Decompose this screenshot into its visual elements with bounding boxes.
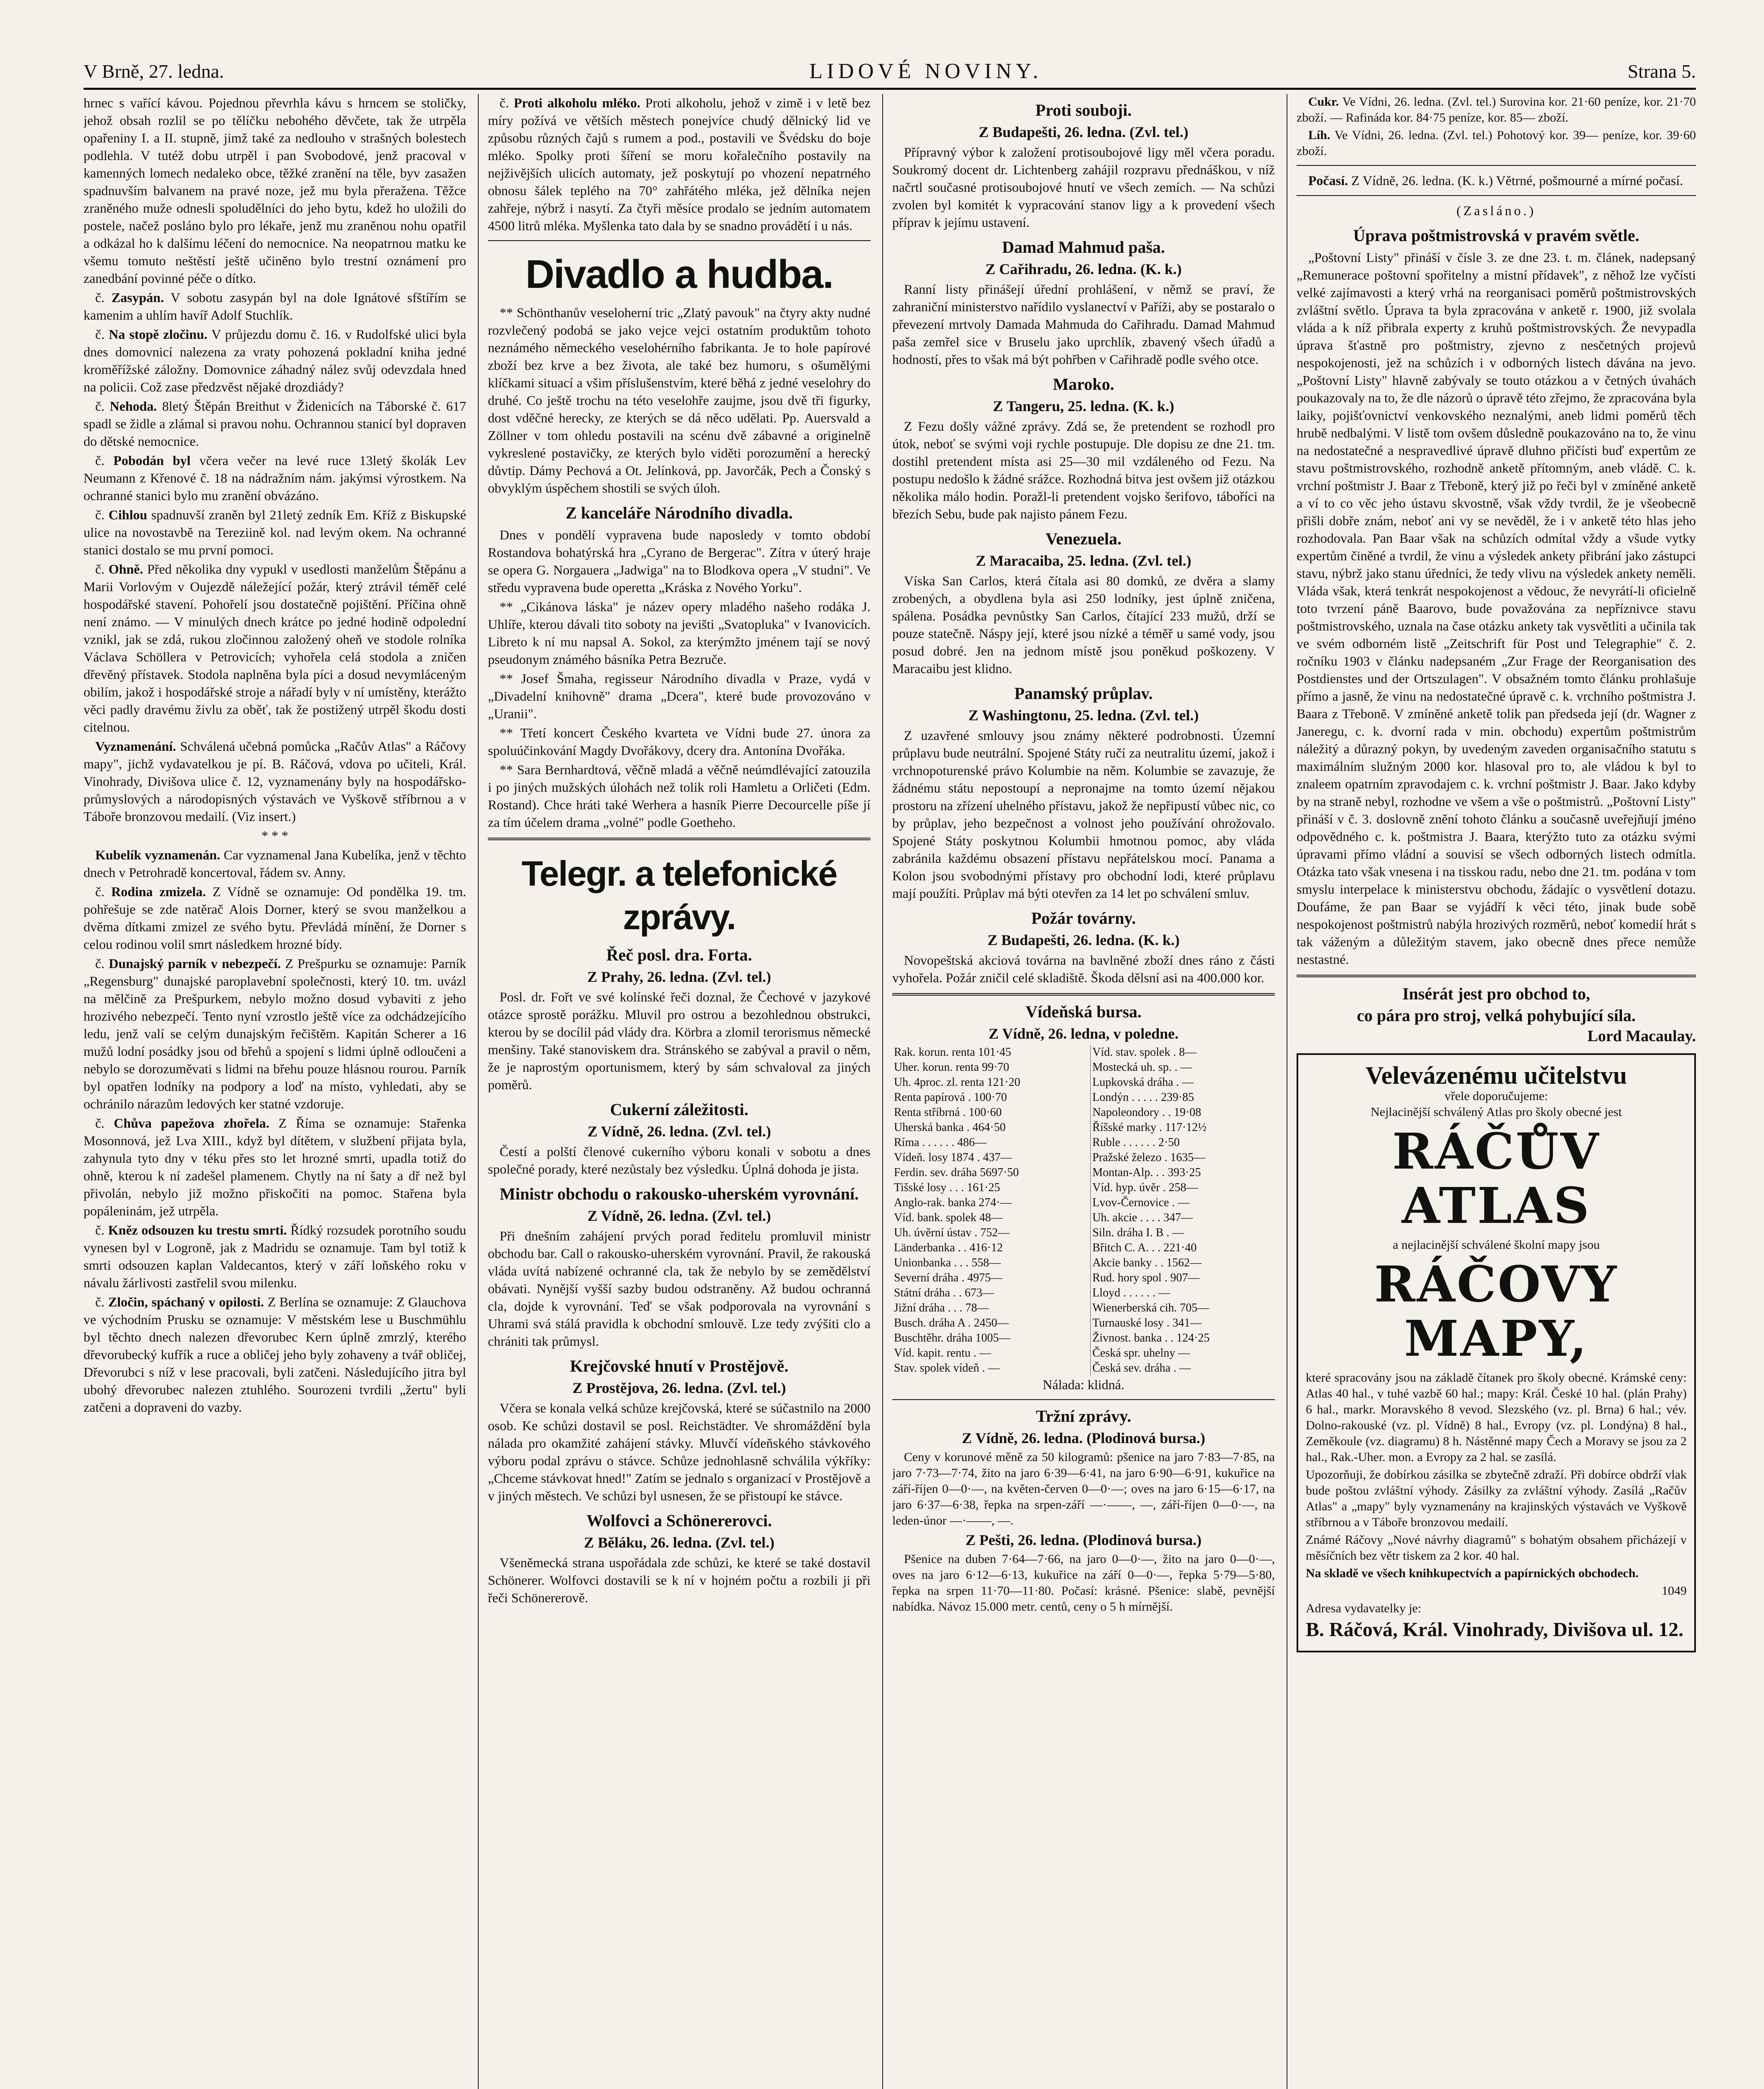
article-text: ** Josef Šmaha, regisseur Národního divadla v Praze, vydá v „Divadelní knihovně" drama „Dcera", které bude provozováno v „Uranii". — [488, 671, 871, 721]
ad-address-label: Adresa vydavatelky je: — [1306, 1601, 1421, 1615]
item-text: Řídký rozsudek porotního soudu vynesen byl v Logroně, jak z Madridu se oznamuje. Tam byl totiž k smrti odsouzen kaplan Valdecantos, který v září loňského roku v návalu žárlivosti zastřelil svou milenku. — [84, 1222, 466, 1290]
dateline: Z Maracaiba, 25. ledna. (Zvl. tel.) — [976, 552, 1191, 569]
table-cell: Rud. hory spol . 907— — [1091, 1271, 1275, 1286]
article-text: ** Sara Bernhardtová, věčně mladá a věčně neúmdlévající zatouzila i po jiných mužských úlohách než tolik roli Hamletu a Orličeti (Edm. Rostand). Chce hráti také Werhera a hasník Pierre Decourcelle píše jí za tím účelem drama „volné" podle Goetheho. — [488, 762, 871, 830]
news-item — [1297, 172, 1696, 189]
table-cell: Státní dráha . . 673— — [894, 1286, 994, 1299]
table-cell: Turnauské losy . 341— — [1091, 1316, 1275, 1331]
table-cell: Uh. 4proc. zl. renta 121·20 — [894, 1076, 1020, 1089]
ad-text: které spracovány jsou na základě čítanek pro školy obecné. Krámské ceny: Atlas 40 hal., v tuhé vazbě 60 hal.; mapy: Král. České 10 hal. (plán Prahy) 6 hal., markr. Moravského 8 vevod. Slezského (vz. pl. Brna) 6 hal.; vév. Dolno-rakouské (vz. pl. Vídně) 8 hal., Evropy (vz. pl. Londýna) 8 hal., Zeměkoule (vz. diagramu) 8 h. Nástěnné mapy Čech a Moravy se jsou za 2 hal., Rak.-Uher. mon. a Evropy za 2 hal. se zasílá. — [1306, 1371, 1687, 1464]
ad-number: 1049 — [1662, 1584, 1687, 1598]
item-text: V průjezdu domu č. 16. v Rudolfské ulici byla dnes domovnicí nalezena za vraty pohozená pokladní kniha jedné kroměřížské záložny. Domovnice záhadný nález svůj odevzdala hned na policii. Což zase předzvěst nějaké drozdiády? — [84, 327, 466, 394]
article-heading: Wolfovci a Schönererovci. — [586, 1511, 772, 1530]
item-title: Kněz odsouzen ku trestu smrti. — [108, 1222, 287, 1238]
table-cell: Lvov-Černovice . — — [1091, 1195, 1275, 1210]
item-title: Zločin, spáchaný v opilosti. — [108, 1294, 264, 1309]
item-text: Schválená učebná pomůcka „Račův Atlas" a Ráčovy mapy", jichž vydavatelkou je pí. B. Ráčová, vdova po učiteli, Král. Vinohrady, Divišova ulice č. 12, vyznamenány byly na hospodářsko-průmyslových a národopisných výstavách ve Vyškově stříbrnou a v Táboře bronzovou medailí. (Viz insert.) — [84, 739, 466, 824]
divider — [892, 993, 1275, 996]
article-heading: Z kanceláře Národního divadla. — [566, 503, 793, 522]
divider — [488, 240, 871, 241]
ad-note: Upozorňuji, že dobírkou zásilka se zbytečně zdraží. Při dobírce obdrží vlak bude poštou zvláštní výhody. Zásilky za zvláštní výhody. Zasílá „Račův Atlas" a „mapy" byly vyznamenány na krajinských výstavách ve Vyškově stříbrnou a v Táboře bronzovou medailí. — [1306, 1468, 1687, 1529]
news-item — [84, 737, 466, 825]
article-heading: Řeč posl. dra. Forta. — [606, 945, 752, 964]
table-cell: Ferdin. sev. dráha 5697·50 — [894, 1166, 1019, 1179]
table-row — [892, 1165, 1275, 1180]
table-cell: Břitch C. A. . . 221·40 — [1091, 1240, 1275, 1255]
motto-line: co pára pro stroj, velká pohybující síla. — [1357, 1006, 1636, 1025]
news-item: č. Zločin, spáchaný v opilosti. Z Berlína se oznamuje: Z Glauchova ve východním Prusku se oznamuje: V městském lese u Buschmühlu byl těchto dnech nalezen dřevorubec Kern úplně zmrzlý, kterého dřevorubecký kufřík a ruce a obličej jeho byly zohaveny a tvář obličej, Dřevorubci s níž v lese pracovali, byli zatčeni. Následujícího jitra byl ubohý dřevorubec nalezen ztuhlého. Sourozeni tvrdili „žertu" byli zatčeni a dopraveni do vazby. — [84, 1294, 466, 1415]
news-item: č. Cihlou spadnuvší zraněn byl 21letý zedník Em. Kříž z Biskupské ulice na novostavbě na Tereziině kol. nad levým okem. Na ochranné stanici dostalo se mu první pomoci. — [84, 507, 466, 557]
item-title: Rodina zmizela. — [111, 884, 206, 899]
table-cell: Ruble . . . . . . 2·50 — [1091, 1135, 1275, 1150]
article-text: Přípravný výbor k založení protisoubojové ligy měl včera poradu. Soukromý docent dr. Lichtenberg zahájil rozpravu přednáškou, v níž načrtl současné protisoubojové hnutí ve všech zemích. — Na schůzi zvolen byl komitét k vypracování stanov ligy a k provedení všech příprav k jejímu ustavení. — [892, 145, 1275, 230]
news-item: č. Pobodán byl včera večer na levé ruce 13letý školák Lev Neumann z Křenové č. 18 na nádražním nám. jakýmsi výrostkem. Na ochranné stanici bylo mu zranění obvázáno. — [84, 453, 466, 503]
column-1 — [84, 94, 466, 2089]
table-cell: Busch. dráha A . 2450— — [894, 1316, 1009, 1329]
item-title: Zasypán. — [111, 290, 164, 305]
table-cell: Jižní dráha . . . 78— — [894, 1301, 989, 1314]
table-row — [892, 1180, 1275, 1195]
table-row — [892, 1331, 1275, 1346]
table-row — [892, 1060, 1275, 1075]
table-cell: Pražské železo . 1635— — [1091, 1150, 1275, 1165]
motto-line: Insérát jest pro obchod to, — [1402, 984, 1590, 1003]
market-mood: Nálada: klidná. — [1043, 1377, 1124, 1392]
table-cell: Londýn . . . . . 239·85 — [1091, 1090, 1275, 1105]
article-heading: Vídeňská bursa. — [1025, 1002, 1142, 1021]
dateline: Z Tangeru, 25. ledna. (K. k.) — [992, 398, 1175, 414]
table-row — [892, 1120, 1275, 1135]
article-continuation: hrnec s vařící kávou. Pojednou převrhla kávu s hrncem se stoličky, jehož obsah rozlil se po tělíčku nebohého děvčete, tak že utrpěla opařeniny I. a II. stupně, jimž také za nedlouho v strašných bolestech podlehla. V tutéž dobu utrpěl i pan Svobodové, jenž pracoval v kamenných lomech nedaleko obce, těžké zranění na těle, byv zasažen spadnuvším balvanem na pravé noze, jež mu byla přeražena. Těžce zraněného muže odnesli spoludělníci do jeho bytu, kdež ho uložili do postele, načež posláno bylo pro lékaře, jenž mu zraněnou nohu opatřil a odkázal ho k dalšímu léčení do nemocnice. Na neopatrnou matku ke všemu tomuto neštěstí ještě učiněno bylo trestní oznámení pro zanedbání povinné péče o dítko. — [84, 95, 466, 286]
table-row — [892, 1286, 1275, 1301]
item-text: Ve Vídni, 26. ledna. (Zvl. tel.) Surovina kor. 21·60 peníze, kor. 21·70 zboží. — Rafináda kor. 84·75 peníze, kor. 85— zboží. — [1297, 95, 1696, 125]
news-item: č. Rodina zmizela. Z Vídně se oznamuje: Od pondělka 19. tm. pohřešuje se zde natěrač Alois Dorner, který se svou manželkou a dvěma dítkami zmizel ze svého bytu. Převládá mínění, že Dorner s celou rodinou volil smrt následkem hrozné bídy. — [84, 884, 466, 952]
dateline: Z Prahy, 26. ledna. (Zvl. tel.) — [587, 968, 771, 985]
dateline: Z Vídně, 26. ledna. (Plodinová bursa.) — [962, 1430, 1206, 1446]
article-heading: Krejčovské hnutí v Prostějově. — [570, 1357, 789, 1375]
dateline: Z Budapešti, 26. ledna. (Zvl. tel.) — [978, 124, 1189, 140]
ad-line: a nejlacinější schválené školní mapy jsou — [1393, 1238, 1600, 1252]
item-title: Cukr. — [1308, 95, 1339, 109]
table-cell: Vídeň. losy 1874 . 437— — [894, 1151, 1013, 1164]
news-item — [1297, 127, 1696, 159]
table-cell: Severní dráha . 4975— — [894, 1271, 1003, 1284]
section-heading-telegrams: Telegr. a telefonické zprávy. — [521, 854, 837, 937]
table-row — [892, 1240, 1275, 1255]
item-title: Počasí. — [1308, 173, 1348, 188]
table-cell: Víd. kapit. rentu . — — [894, 1347, 991, 1360]
news-item: č. Zasypán. V sobotu zasypán byl na dole Ignátové sfštířím se kamenim a uhlím havíř Adolf Stuchlík. — [84, 290, 466, 323]
news-item — [84, 846, 466, 881]
table-row — [892, 1210, 1275, 1225]
table-cell: Mostecká uh. sp. . — — [1091, 1060, 1275, 1075]
section-heading-theatre: Divadlo a hudba. — [525, 252, 833, 297]
page-header — [84, 54, 1696, 90]
ad-subheading: vřele doporučujeme: — [1444, 1089, 1548, 1103]
item-text: včera večer na levé ruce 13letý školák Lev Neumann z Křenové č. 18 na nádražním nám. jakýmsi výrostkem. Na ochranné stanici bylo mu zranění obvázáno. — [84, 453, 466, 503]
item-text: Z Vídně se oznamuje: Od pondělka 19. tm. pohřešuje se zde natěrač Alois Dorner, který se svou manželkou a dvěma dítkami zmizel ze svého bytu. Převládá mínění, že Dorner s celou rodinou volil smrt následkem hrozné bídy. — [84, 884, 466, 952]
news-item: č. Proti alkoholu mléko. Proti alkoholu, jehož v zimě i v letě bez míry požívá ve větších městech ponejvíce chudý dělnický lid ve způsobu různých čajů s rumem a pod., postavili ve Švédsku do boje mléko. Spolky proti šíření se moru kořalečního postavily na nejživějších ulicích automaty, jež poskytují po vhození nepatrného obnosu šálek teplého na 70° zahřátého mléka, jež dělníka nejen zahřeje, nýbrž i nasytí. Za čtyři měsíce prodalo se jedním automatem 4500 litrů mléka. Myšlenka tato dala by se snadno provádětí i u nás. — [488, 95, 871, 233]
divider — [1297, 165, 1696, 166]
ad-title-maps: RÁČOVY MAPY, — [1374, 1255, 1619, 1367]
motto-author: Lord Macaulay. — [1587, 1027, 1696, 1045]
table-cell: Víd. hyp. úvěr . 258— — [1091, 1180, 1275, 1195]
item-text: 8letý Štěpán Breithut v Židenicích na Táborské č. 617 spadl se židle a zlámal si pravou nohu. Ochrannou stanicí byl dopraven do dětské nemocnice. — [84, 399, 466, 449]
advertisement — [1297, 1053, 1696, 1652]
item-title: Na stopě zločinu. — [109, 327, 208, 342]
table-row — [892, 1316, 1275, 1331]
table-cell: Länderbanka . . 416·12 — [894, 1241, 1003, 1254]
columns — [84, 94, 1696, 2089]
ad-stock: Na skladě ve všech knihkupectvích a papírnických obchodech. — [1306, 1566, 1639, 1580]
table-cell: Akcie banky . . 1562— — [1091, 1255, 1275, 1271]
table-cell: Stav. spolek vídeň . — — [894, 1362, 1000, 1375]
ad-line: Nejlacinější schválený Atlas pro školy obecné jest — [1371, 1105, 1622, 1119]
article-text: ** Třetí koncert Českého kvarteta ve Vídni bude 27. února za spoluúčinkování Magdy Dvořákovy, dcery dra. Antonína Dvořáka. — [488, 725, 871, 758]
table-row — [892, 1301, 1275, 1316]
table-cell: Lupkovská dráha . — — [1091, 1075, 1275, 1090]
news-item: č. Dunajský parník v nebezpečí. Z Prešpurku se oznamuje: Parník „Regensburg" dunajské paroplavební společnosti, který 10. tm. uvázl na mělčině za Prešpurkem, nebylo možno dosud vybaviti z jeho hrozivého nebezpečí. Tento nyní vzrostlo ještě více za odchádzejícího ledu, jenž valí se celým dunajským řečištěm. Kapitán Scherer a 16 mužů lodní posádky jsou od břehů a spojení s lidmi úplně odloučeni a nebylo se dorozuměvati s lidmi na břehu pouze hlásnou rourou. Parník byl opatřen lodníky na podpory a loď na místo, vyhledati, aby se ochránilo nárazům ledových ker statné vzdoruje. — [84, 956, 466, 1111]
newspaper-page — [84, 54, 1696, 2089]
item-title: Nehoda. — [109, 399, 157, 414]
item-title: Vyznamenání. — [95, 739, 176, 754]
table-cell: Ríma . . . . . . 486— — [894, 1136, 987, 1149]
table-cell: Lloyd . . . . . . — — [1091, 1286, 1275, 1301]
table-cell: Montan-Alp. . . 393·25 — [1091, 1165, 1275, 1180]
table-cell: Renta papírová . 100·70 — [894, 1091, 1007, 1104]
item-text: Ve Vídni, 26. ledna. (Zvl. tel.) Pohotový kor. 39— peníze, kor. 39·60 zboží. — [1297, 128, 1696, 158]
table-cell: Víd. stav. spolek . 8— — [1091, 1045, 1275, 1060]
article-heading: Proti souboji. — [1035, 101, 1132, 119]
article-heading: Tržní zprávy. — [1036, 1407, 1132, 1426]
item-text: Car vyznamenal Jana Kubelíka, jenž v těchto dnech v Petrohradě koncertoval, řádem sv. Anny. — [84, 847, 466, 880]
header-date: V Brně, 27. ledna. — [84, 60, 224, 82]
article-text: Pšenice na duben 7·64—7·66, na jaro 0—0·—, žito na jaro 0—0·—, oves na jaro 6·12—6·13, kukuřice na září 0—0·—, řepka 5·79—5·80, řepka na srpen 11·70—11·80. Počasí: krásné. Pšenice: slabě, pevnější nabídka. Návoz 15.000 metr. centů, ceny o 5 h mírnější. — [892, 1552, 1275, 1614]
item-text: spadnuvší zraněn byl 21letý zedník Em. Kříž z Biskupské ulice na novostavbě na Tereziině kol. nad levým okem. Na ochranné stanici dostalo se mu první pomoci. — [84, 507, 466, 557]
news-item: č. Ohně. Před několika dny vypukl v usedlosti manželům Štěpánu a Marii Vorlovým v Oujezdě náležející požár, který ztrávil téměř celé hospodářské stavení. Pohořelí jsou dostatečně pojištění. Příčina ohně není známo. — V minulých dnech krátce po jedné hodině odpolední vznikl, jak se zdá, rukou zločinnou založený oheň ve stodole rolníka Václava Schöllera v Petrovicích; vyhořela celá stodola a zničen dřevěný přístavek. Stodola naplněna byla píci a dosud nevymláceným obilím, jakož i hospodářské stroje a nářadí byly v ní umístěny, kterážto věci padly dravému živlu za oběť, tak že postižený utrpěl škodu dosti citelnou. — [84, 562, 466, 734]
dateline: Z Cařihradu, 26. ledna. (K. k.) — [985, 261, 1182, 277]
article-text: Novopeštská akciová továrna na bavlněné zboží dnes ráno z části vyhořela. Požár zničil celé skladiště. Škoda dělsní asi na 400.000 kor. — [892, 953, 1275, 985]
article-text: Včera se konala velká schůze krejčovská, které se súčastnilo na 2000 osob. Ke schůzi dostavil se posl. Reichstädter. Ve shromáždění byla nálada pro okamžité zahájení stávky. Mluvčí vídeňského stávkového výboru podal zprávu o stávce. Schůze jednohlasně schválila výkříky: „Chceme stávkovat hned!" Zatím se jednalo s organizací v Prostějově a v jiných městech. Ve schůzi byl usnesen, že se přistoupí ke stávce. — [488, 1400, 871, 1503]
article-text: Víska San Carlos, která čítala asi 80 domků, ze dvěra a slamy zrobených, a obydlena byla asi 250 lodníky, jest úplně zničena, spálena. Posádka pevnůstky San Carlos, čítající 233 mužů, drží se pouze statečně. Náspy její, které jsou nízké a téměř u samé vody, jsou posud dobré. Jen na jednom místě jsou poněkud poškozeny. V Maracaibu jest klidno. — [892, 573, 1275, 676]
table-row — [892, 1135, 1275, 1150]
article-text: „Poštovní Listy" přináší v čísle 3. ze dne 23. t. m. článek, nadepsaný „Remunerace poštovní spořitelny a mistní přídavek", z něhož lze vyčísti velké zajímavosti a který vrhá na reorganisaci poměrů poštmistrovských zvláštní světlo. Úprava ta byla zpracována v anketě r. 1900, již svolala vláda a k níž přibrala experty z kruhů poštmistrovských. Že nevypadla úprava šťastně pro poštmistry, zjevno z nesčetných projevů nespokojenosti, jež na schůzích i v odborných listech dávána na jevo. „Poštovní Listy" hlavně zabývaly se touto otázkou a v četných úvahách poukazovaly na to, že dle názorů o úpravě této zřejmo, že zpracována byla laiky, pojišťovnictví venkovského neznalými, aneb lidmi poměrů těch hrubě nedbalými. V listě tom ovšem důsledně poukazováno na to, že vinu na nedostatečné a nespravedlivé úpravě dluhno přičísti buď expertům ze stavu poštmistrovského, rozhodně anketě přítomným, aneb vládě. C. k. vrchní poštmistr J. Baar z Třeboně, který již po řeči byl v zmíněné anketě a ví to co věc jeho ústavu skvostně, však vždy tvrdil, že je všeobecně přišli dobře znám, neboť ani vy se nevěděl, že i v anketě této hlas jeho rozhodovala. Pan Baar však na schůzích odmítal vždy a všude vytky expertům činěné a tvrdil, že vinu a výsledek ankety přibrání jako zástupci stavu, nýbrž jako stanu úředníci, že tedy vlivu na výsledek ankety neměli. Vláda však, která tenkrát nespokojenost a vědouc, že nevyrátí-li oficielně toto tvrzení páně Baarovo, bude považována za nepříznivce stavu poštmistrovského, uznala na čase otázku ankety tak vysvětliti a učinila tak ve svém odborném listě „Zeitschrift für Post und Telegraphie" č. 2. ročníku 1903 v článku nadepsaném „Zur Frage der Reorganisation des Postdienstes und der Ortszulagen". V obsažném tomto článku prohlašuje přímo a jasně, že vinu na nedostatečné úpravě c. k. vrchního poštmistra J. Baara z Třeboně. V zmíněné anketě tolik pan předseda její (dr. Wagner z Janeregu, c. k. dvorní rada v min. obchodu) expertům poštmistrům náležitý a důrazný pokyn, by uvedeným zaveden organisačního statutu s maximálním služným 2000 kor. hlasoval pro to, ale vládou k byl to znaleem opatrním zpravodajem c. k. vrchní poštmistr J. Baar. Jako kdyby by na straně nebyl, rozhodne ve všem a vše o poštmistrů. „Poštovní Listy" přináší v č. 3. doslovně znění tohoto článku a současně uveřejňují jméno odpovědného c. k. poštmistra J. Baara, kterýžto tuto za otázku svými úpravami přímo vládní a souvisí se všech odborných listech odmítla. Otázka tato však vnesena i na tisskou radu, nebo dne 21. tm. podána v tom smyslu interpelace k ministerstvu obchodu, žádajíc o vysvětlení dotazu. Doufáme, že pan Baar se vyjádří k věci této, jinak bude sobě nespokojenost poštmistrů nabýla hrozivých rozměrů, neboť komedií hrát s tak váženým a důležitým stavem, jako obecně dnes přece nemůže nestastné. — [1297, 250, 1696, 967]
news-item: č. Na stopě zločinu. V průjezdu domu č. 16. v Rudolfské ulici byla dnes domovnicí nalezena za vraty pohozená pokladní kniha jedné kroměřížské záložny. Domovnice záhadný nález svůj odevzdala hned na policii. Což zase předzvěst nějaké drozdiády? — [84, 327, 466, 394]
news-item: č. Nehoda. 8letý Štěpán Breithut v Židenicích na Táborské č. 617 spadl se židle a zlámal si pravou nohu. Ochrannou stanicí byl dopraven do dětské nemocnice. — [84, 399, 466, 449]
table-cell: Živnost. banka . . 124·25 — [1091, 1331, 1275, 1346]
table-row — [892, 1045, 1275, 1060]
news-item: č. Kněz odsouzen ku trestu smrti. Řídký rozsudek porotního soudu vynesen byl v Logroně, jak z Madridu se oznamuje. Tam byl totiž k smrti odsouzen kaplan Valdecantos, který v září loňského roku v návalu žárlivosti zastřelil svou milenku. — [84, 1222, 466, 1290]
item-title: Cihlou — [108, 507, 147, 522]
table-row — [892, 1195, 1275, 1210]
table-cell: Uherská banka . 464·50 — [894, 1121, 1006, 1134]
table-row — [892, 1105, 1275, 1120]
ad-title-atlas: RÁČŮV ATLAS — [1392, 1122, 1600, 1235]
article-text: Ceny v korunové měně za 50 kilogramů: pšenice na jaro 7·83—7·85, na jaro 7·73—7·74, žito na jaro 6·39—6·41, na jaro 6·90—6·91, kukuřice na září-říjen 0—0·—, na květen-červen 0—0·—; oves na jaro 6·15—6·17, na jaro 6·37—6·38, řepka na srpen-září —·——, —, září-říjen 0—0·—, na leden-únor —·——, —. — [892, 1450, 1275, 1527]
masthead: LIDOVÉ NOVINY. — [809, 59, 1043, 83]
column-3 — [892, 94, 1275, 2089]
table-cell: Česká spr. uhelny — — [1091, 1346, 1275, 1361]
table-cell: Napoleondory . . 19·08 — [1091, 1105, 1275, 1120]
table-cell: Uher. korun. renta 99·70 — [894, 1061, 1010, 1074]
column-2 — [488, 94, 871, 2089]
table-cell: Tišské losy . . . 161·25 — [894, 1181, 1000, 1194]
ad-note: Známé Ráčovy „Nové návrhy diagramů" s bohatým obsahem přicházejí v měsíčních bez větr tiskem za 2 kor. 40 hal. — [1306, 1533, 1687, 1563]
table-row — [892, 1090, 1275, 1105]
dateline: Z Prostějova, 26. ledna. (Zvl. tel.) — [572, 1380, 786, 1396]
stock-table — [892, 1045, 1275, 1376]
divider — [1297, 195, 1696, 196]
item-text: Z Vídně, 26. ledna. (K. k.) Větrné, pošmourné a mírné počasí. — [1351, 173, 1683, 188]
article-text: Všeněmecká strana uspořádala zde schůzi, ke které se také dostavil Schönerer. Wolfovci dostavili se k ní v hojném počtu a rozbili ji při řeči Schönererově. — [488, 1555, 871, 1605]
article-text: Posl. dr. Fořt ve své kolínské řeči doznal, že Čechové v jazykové otázce sprostě porážku. Mluvil pro ostrou a bezohlednou obstrukci, kterou by se docílil pád vlády dra. Körbra a zlomil terorismus německé menšiny. Také stanoviskem dra. Stránského se zabýval a pravil o něm, že je naprostým oportunismem, který by sám schvaloval za jiných poměrů. — [488, 989, 871, 1092]
article-heading: Maroko. — [1053, 375, 1114, 394]
item-title: Dunajský parník v nebezpečí. — [109, 956, 281, 971]
dateline: Z Vídně, 26. ledna, v poledne. — [988, 1025, 1179, 1042]
table-cell: Unionbanka . . . 558— — [894, 1256, 1001, 1269]
page-number: Strana 5. — [1627, 60, 1696, 82]
divider — [488, 838, 871, 840]
dateline: Z Vídně, 26. ledna. (Zvl. tel.) — [587, 1123, 771, 1140]
article-heading: Venezuela. — [1046, 529, 1122, 548]
article-text: ** „Cikánova láska" je název opery mladého našeho rodáka J. Uhlíře, kterou dávali tito soboty na jevišti „Svatopluka" v Ivanovicích. Libreto k ní mu napsal A. Sokol, za kterýmžto jménem tají se nový pseudonym známého básníka Petra Bezruče. — [488, 599, 871, 667]
article-heading: Požár továrny. — [1031, 909, 1136, 928]
column-4 — [1297, 94, 1696, 2089]
table-cell: Uh. úvěrní ústav . 752— — [894, 1226, 1010, 1239]
zaslano-label: (Zasláno.) — [1456, 203, 1536, 218]
table-cell: Rak. korun. renta 101·45 — [894, 1046, 1011, 1059]
item-text: V sobotu zasypán byl na dole Ignátové sfštířím se kamenim a uhlím havíř Adolf Stuchlík. — [84, 290, 466, 323]
item-text: Před několika dny vypukl v usedlosti manželům Štěpánu a Marii Vorlovým v Oujezdě náležející požár, který ztrávil téměř celé hospodářské stavení. Pohořelí jsou dostatečně pojištění. Příčina ohně není známo. — V minulých dnech krátce po jedné hodině odpolední vznikl, jak se zdá, rukou zločinnou založený oheň ve stodole rolníka Václava Schöllera v Petrovicích; vyhořela celá stodola a zničen dřevěný přístavek. Stodola naplněna byla píci a dosud nevymláceným obilím, jakož i hospodářské stroje a nářadí byly v ní umístěny, kterážto věci padly dravému živlu za oběť, tak že postižený utrpěl škodu dosti citelnou. — [84, 562, 466, 734]
item-text: Proti alkoholu, jehož v zimě i v letě bez míry požívá ve větších městech ponejvíce chudý dělnický lid ve způsobu různých čajů s rumem a pod., postavili ve Švédsku do boje mléko. Spolky proti šíření se moru kořalečního postavily na nejživějších ulicích automaty, jež poskytují po vhození nepatrného obnosu šálek teplého na 70° zahřátého mléka, jež dělníka nejen zahřeje, nýbrž i nasytí. Za čtyři měsíce prodalo se jedním automatem 4500 litrů mléka. Myšlenka tato dala by se snadno provádětí i u nás. — [488, 95, 871, 233]
item-title: Pobodán byl — [113, 453, 191, 468]
table-row — [892, 1150, 1275, 1165]
article-text: Dnes v pondělí vypravena bude naposledy v tomto období Rostandova bohatýrská hra „Cyrano de Bergerac". Zítra v úterý hraje se opera G. Norgauera „Jadwiga" na to Blodkova opera „V studni". Ve středu vypravena bude operetta „Kráska z Nového Yorku". — [488, 527, 871, 595]
table-cell: Renta stříbrná . 100·60 — [894, 1106, 1002, 1119]
dateline: Z Vídně, 26. ledna. (Zvl. tel.) — [587, 1207, 771, 1224]
review-text: ** Schönthanův veseloherní tric „Zlatý pavouk" na čtyry akty nudné rozvlečený podobá se jako vejce vejci ostatním produktům tohoto neznámého německého veselohérního fabrikanta. Je to hole papírové zboží bez krve a bez života, ale také bez humoru, s ošumělými klíčkami situací a všim příslušenstvím, které běhá z jedné veselohry do druhé. Co ještě trochu na této veselohře zaujme, jsou dvě tři figurky, dost vděčné herecky, ze kterých se dá něco udělati. Pp. Auersvald a Zöllner v tom ohledu postavili na scénu dvě zábavné a originelně vykreslené postavičky, ze kterých bylo viděti porozumění a herecký důvtip. Dámy Pechová a Ot. Jelínková, pp. Javorčák, Pech a Čonský s obvyklým úspěchem shostili se svých úloh. — [488, 305, 871, 496]
table-cell: Víd. bank. spolek 48— — [894, 1211, 1003, 1224]
dateline: Z Pešti, 26. ledna. (Plodinová bursa.) — [965, 1532, 1202, 1548]
news-item: č. Chůva papežova zhořela. Z Říma se oznamuje: Stařenka Mosonnová, jež Lva XIII., když byl dítětem, v službení přijata byla, zahynula tyto dny v téku přes sto let hrozné smrti, upadla totiž do ohně, kterou k ní zadešel plamenem. Chytly na ní šaty a dř než byl přivolán, nebylo již možno přiskočiti na pomoc. Stařena byla popáleninám, jež utrpěla. — [84, 1116, 466, 1218]
article-heading: Damad Mahmud paša. — [1002, 238, 1165, 257]
article-heading: Úprava poštmistrovská v pravém světle. — [1353, 226, 1640, 245]
article-heading: Cukerní záležitosti. — [610, 1100, 749, 1119]
table-row — [892, 1271, 1275, 1286]
item-title: Proti alkoholu mléko. — [513, 95, 640, 110]
table-row — [892, 1255, 1275, 1271]
item-title: Chůva papežova zhořela. — [114, 1116, 269, 1131]
article-text: Čestí a polští členové cukerního výboru konali v sobotu a dnes společné porady, které nezůstaly bez výsledku. Úplná dohoda je jista. — [488, 1144, 871, 1177]
ad-heading: Velevázenému učitelstvu — [1365, 1062, 1627, 1089]
table-cell: Říšské marky . 117·12½ — [1091, 1120, 1275, 1135]
article-heading: Panamský průplav. — [1014, 684, 1153, 703]
divider — [892, 1399, 1275, 1400]
news-item — [1297, 94, 1696, 126]
item-text: Z Prešpurku se oznamuje: Parník „Regensburg" dunajské paroplavební společnosti, který 10. tm. uvázl na mělčině za Prešpurkem, nebylo možno dosud vybaviti z jeho hrozivého nebezpečí. Tento nyní vzrostlo ještě více za odchádzejícího ledu, jenž valí se celým dunajským řečištěm. Kapitán Scherer a 16 mužů lodní posádky jsou od břehů a spojení s lidmi úplně odloučeni a nebylo se dorozuměvati s lidmi na břehu pouze hlásnou rourou. Parník byl opatřen lodníky na podpory a loď na místo, vyhledati, aby se ochránilo nárazům ledových ker statné vzdoruje. — [84, 956, 466, 1111]
table-cell: Uh. akcie . . . . 347— — [1091, 1210, 1275, 1225]
item-title: Líh. — [1308, 128, 1330, 142]
table-cell: Siln. dráha I. B . — — [1091, 1225, 1275, 1240]
article-text: Při dnešním zahájení prvých porad ředitelu promluvil ministr obchodu bar. Call o rakousko-uherském vyrovnání. Pravil, že rakouská vláda uvítá nabízené ochranné cla, tak že nebylo by se zemědělství obávati. Nynější vyšší sazby budou odstraněny. Až budou ochranná cla, dojde k vyrovnání. Teď se však podporovala na vyrovnání s Uhrami svá stálá pravidla k obchodní smlouvě. Lze tedy zvýšiti clo a chrániti tak průmysl. — [488, 1228, 871, 1349]
table-row — [892, 1346, 1275, 1361]
stars-divider: * * * — [261, 828, 288, 843]
dateline: Z Washingtonu, 25. ledna. (Zvl. tel.) — [968, 707, 1199, 724]
item-title: Kubelík vyznamenán. — [95, 847, 221, 862]
article-text: Z Fezu došly vážné zprávy. Zdá se, že pretendent se rozhodl pro útok, neboť se svými voji rychle postupuje. Dle dopisu ze dne 21. tm. dostihl pretendent místa asi 25—30 mil vzdáleného od Fezu. Na postupu nedošlo k žádné srážce. Rozhodná bitva jest ovšem již otázkou několika málo hodin. Poražl-li pretendent vojsko šerifovo, táboříci na březích Sebu, bude pak najisto pánem Fezu. — [892, 419, 1275, 521]
item-text: Z Berlína se oznamuje: Z Glauchova ve východním Prusku se oznamuje: V městském lese u Buschmühlu byl těchto dnech nalezen dřevorubec Kern úplně zmrzlý, kterého dřevorubecký kufřík a ruce a obličej jeho byly zohaveny a tvář obličej, Dřevorubci s níž v lese pracovali, byli zatčeni. Následujícího jitra byl ubohý dřevorubec nalezen ztuhlého. Sourozeni tvrdili „žertu" byli zatčeni a dopraveni do vazby. — [84, 1294, 466, 1415]
table-row — [892, 1361, 1275, 1376]
table-cell: Anglo-rak. banka 274·— — [894, 1196, 1012, 1209]
table-cell: Česká sev. dráha . — — [1091, 1361, 1275, 1376]
dateline: Z Běláku, 26. ledna. (Zvl. tel.) — [584, 1534, 775, 1551]
table-cell: Buschtěhr. dráha 1005— — [894, 1332, 1011, 1344]
item-text: Z Říma se oznamuje: Stařenka Mosonnová, jež Lva XIII., když byl dítětem, v službení přijata byla, zahynula tyto dny v téku přes sto let hrozné smrti, upadla totiž do ohně, kterou k ní zadešel plamenem. Chytly na ní šaty a dř než byl přivolán, nebylo již možno přiskočiti na pomoc. Stařena byla popáleninám, jež utrpěla. — [84, 1116, 466, 1218]
table-row — [892, 1075, 1275, 1090]
ad-address: B. Ráčová, Král. Vinohrady, Divišova ul. 12. — [1306, 1619, 1684, 1641]
divider — [1297, 975, 1696, 977]
item-title: Ohně. — [108, 562, 143, 577]
article-text: Z uzavřené smlouvy jsou známy některé podrobnosti. Územní průplavu bude neutrální. Spojené Státy ručí za neutralitu území, jakož i vrchnopoturenské právo Kolumbie na něm. Kolumbie se zavazuje, že žádnému státu nepostoupí a nepronajme na tomto území nějakou prostoru na zřízení uhelného přístavu, jakož že nepřipustí vůbec nic, co by průplav, jeho bezpečnost a volnost jeho používání ohrožovalo. Spojené Státy poskytnou Kolumbii hmotnou pomoc, aby vláda zabránila každému obsazení přístavu nepřátelskou mocí. Panama a Kolon jsou svobodnými přístavy pro obchodní lodi, které průplavu mají použíti. Průplav má býti otevřen za 14 let po schválení smluv. — [892, 728, 1275, 901]
article-heading: Ministr obchodu o rakousko-uherském vyrovnání. — [500, 1184, 859, 1203]
table-cell: Wienerberská cih. 705— — [1091, 1301, 1275, 1316]
dateline: Z Budapešti, 26. ledna. (K. k.) — [987, 932, 1180, 948]
table-row — [892, 1225, 1275, 1240]
article-text: Ranní listy přinášejí úřední prohlášení, v němž se praví, že zahraniční ministerstvo nařídilo vyslanectví v Paříži, aby se postaralo o převezení mrtvoly Damada Mahmuda do Cařihradu. Damad Mahmud paša zemřel sice v Bruselu jako uprchlík, zbavený všech úřadů a hodností, přes to však má být pohřben v Cařihradě podle svého otce. — [892, 282, 1275, 367]
